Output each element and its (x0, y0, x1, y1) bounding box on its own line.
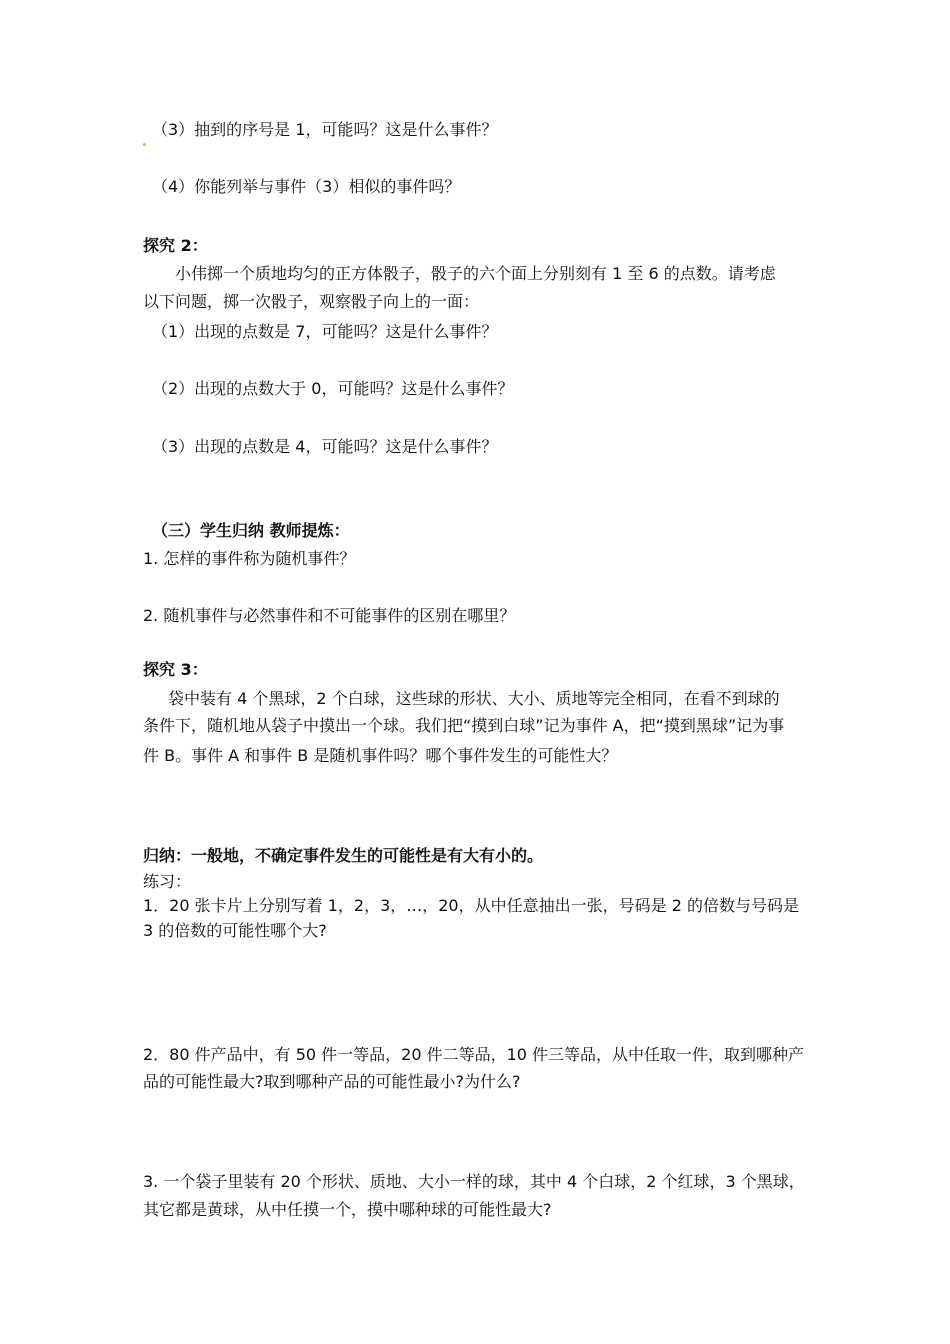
explore-3-line1: 袋中装有 4 个黑球，2 个白球，这些球的形状、大小、质地等完全相同，在看不到球的 (168, 689, 780, 708)
explore-3-line3: 件 B。事件 A 和事件 B 是随机事件吗？哪个事件发生的可能性大？ (143, 746, 618, 765)
explore-3-heading: 探究 3： (143, 660, 208, 679)
exercise-1-line2: 3 的倍数的可能性哪个大? (143, 921, 327, 940)
stray-dot (143, 143, 146, 146)
explore-2-question-1: （1）出现的点数是 7，可能吗？这是什么事件？ (152, 322, 498, 341)
explore-2-heading: 探究 2： (143, 236, 208, 255)
exercise-2-line2: 品的可能性最大?取到哪种产品的可能性最小?为什么? (143, 1072, 521, 1091)
exercise-2-line1: 2．80 件产品中，有 50 件一等品，20 件二等品，10 件三等品，从中任取一件，取到哪种产 (143, 1045, 805, 1064)
exercises-heading: 练习： (143, 872, 192, 891)
explore-3-line2: 条件下，随机地从袋子中摸出一个球。我们把“摸到白球”记为事件 A，把“摸到黑球”记为事 (143, 716, 785, 735)
summary-question-2: 2. 随机事件与必然事件和不可能事件的区别在哪里？ (143, 606, 516, 625)
summary-question-1: 1. 怎样的事件称为随机事件？ (143, 549, 356, 568)
explore-2-intro-line2: 以下问题，掷一次骰子，观察骰子向上的一面： (143, 292, 480, 311)
question-4-text: （4）你能列举与事件（3）相似的事件吗？ (152, 177, 461, 196)
question-3-text: （3）抽到的序号是 1，可能吗？这是什么事件？ (152, 120, 498, 139)
summary-heading: （三）学生归纳 教师提炼： (152, 521, 350, 540)
conclusion-text: 归纳：一般地，不确定事件发生的可能性是有大有小的。 (143, 846, 544, 865)
exercise-3-line2: 其它都是黄球，从中任摸一个，摸中哪种球的可能性最大? (143, 1200, 552, 1219)
exercise-1-line1: 1．20 张卡片上分别写着 1，2，3，…，20，从中任意抽出一张，号码是 2 的倍数与号码是 (143, 896, 799, 915)
explore-2-intro-line1: 小伟掷一个质地均匀的正方体骰子，骰子的六个面上分别刻有 1 至 6 的点数。请考虑 (175, 264, 776, 283)
explore-2-question-3: （3）出现的点数是 4，可能吗？这是什么事件？ (152, 437, 498, 456)
explore-2-question-2: （2）出现的点数大于 0，可能吗？这是什么事件？ (152, 379, 514, 398)
exercise-3-line1: 3. 一个袋子里装有 20 个形状、质地、大小一样的球，其中 4 个白球，2 个红球，3 个黑球， (143, 1172, 805, 1191)
